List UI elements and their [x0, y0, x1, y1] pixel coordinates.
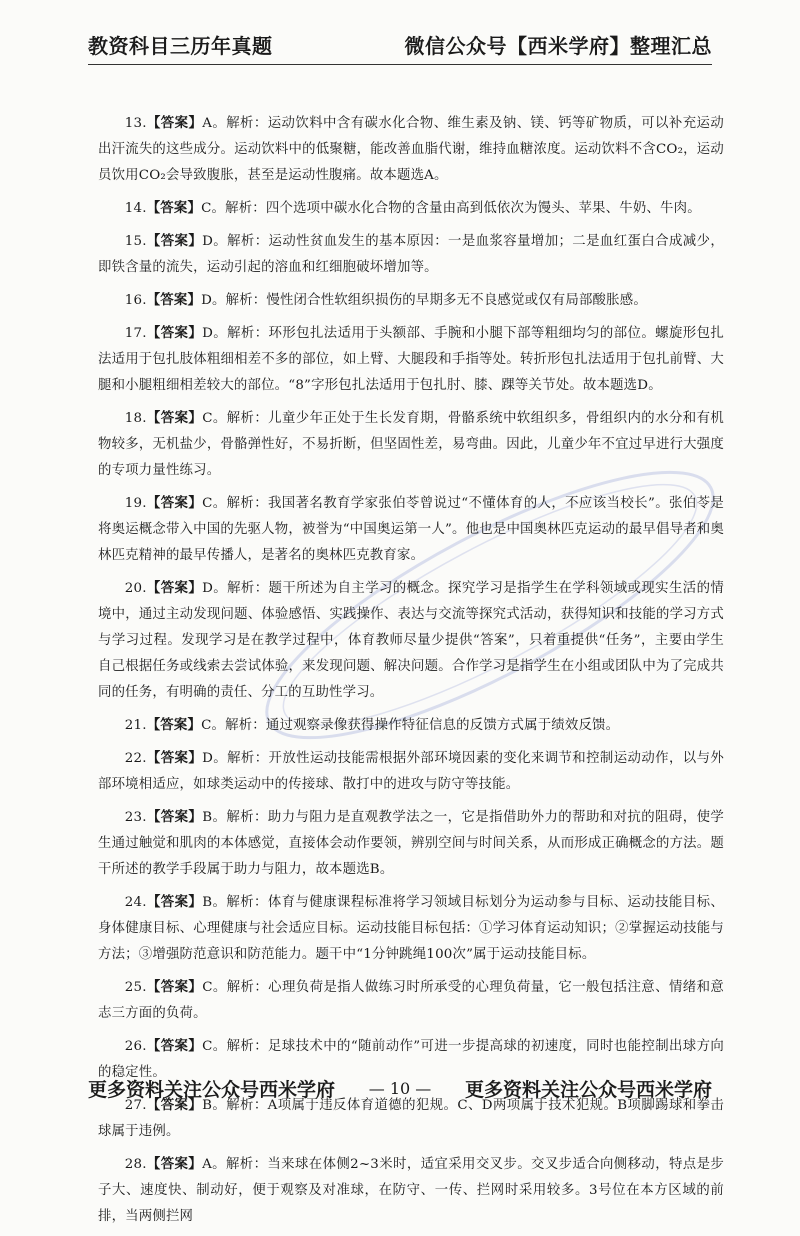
item-number: 16. [124, 293, 147, 308]
answer-item [98, 974, 724, 1027]
item-text: C。解析：心理负荷是指人做练习时所承受的心理负荷量，它一般包括注意、情绪和意志三方面的负荷。 [98, 980, 724, 1021]
item-number: 26. [124, 1039, 147, 1054]
answer-tag: 【答案】 [146, 1097, 203, 1113]
item-text: B。解析：A项属于违反体育道德的犯规。C、D两项属于技术犯规。B项脚踢球和拳击球属于违例。 [98, 1098, 724, 1139]
answer-tag: 【答案】 [146, 979, 203, 995]
page-footer [88, 1075, 712, 1102]
answer-tag: 【答案】 [146, 580, 203, 596]
item-text: C。解析：足球技术中的“随前动作”可进一步提高球的初速度，同时也能控制出球方向的稳定性。 [98, 1039, 725, 1080]
item-text: C。解析：通过观察录像获得操作特征信息的反馈方式属于绩效反馈。 [201, 718, 620, 733]
answer-item [98, 228, 724, 281]
item-number: 18. [124, 411, 147, 426]
item-number: 17. [124, 326, 147, 341]
answer-tag: 【答案】 [146, 894, 203, 910]
answer-item [98, 889, 724, 968]
answer-item [98, 195, 724, 222]
item-number: 13. [124, 116, 147, 131]
answer-tag: 【答案】 [146, 717, 202, 733]
item-number: 20. [124, 581, 147, 596]
answer-item [98, 320, 724, 399]
answer-item [98, 804, 724, 883]
item-text: D。解析：环形包扎法适用于头额部、手腕和小腿下部等粗细均匀的部位。螺旋形包扎法适用于包扎肢体粗细相差不多的部位，如上臂、大腿段和手指等处。转折形包扎法适用于包扎前臂、大腿和小腿粗细相差较大的部位。“8”字形包扎法适用于包扎肘、膝、踝等关节处。故本题选D。 [98, 326, 724, 393]
item-number: 15. [124, 234, 147, 249]
answer-tag: 【答案】 [146, 292, 202, 308]
answer-item [98, 405, 724, 484]
item-text: C。解析：四个选项中碳水化合物的含量由高到低依次为馒头、苹果、牛奶、牛肉。 [201, 201, 701, 216]
page-header [88, 30, 712, 59]
header-left-title: 教资科目三历年真题 [88, 34, 273, 58]
item-number: 25. [124, 980, 147, 995]
item-text: C。解析：我国著名教育学家张伯苓曾说过“不懂体育的人，不应该当校长”。张伯苓是将奥运概念带入中国的先驱人物，被誉为“中国奥运第一人”。他也是中国奥林匹克运动的最早倡导者和奥林匹克精神的最早传播人，是著名的奥林匹克教育家。 [98, 496, 725, 563]
answer-tag: 【答案】 [146, 233, 203, 249]
item-text: D。解析：题干所述为自主学习的概念。探究学习是指学生在学科领域或现实生活的情境中，通过主动发现问题、体验感悟、实践操作、表达与交流等探究式活动，获得知识和技能的学习方式与学习过程。发现学习是在教学过程中，体育教师尽量少提供“答案”，只着重提供“任务”，主要由学生自己根据任务或线索去尝试体验，来发现问题、解决问题。合作学习是指学生在小组或团队中为了完成共同的任务，有明确的责任、分工的互助性学习。 [98, 581, 724, 700]
page-number: — 10 — [368, 1079, 432, 1098]
item-number: 22. [124, 751, 147, 766]
answer-list [98, 110, 724, 1236]
answer-tag: 【答案】 [146, 1156, 203, 1172]
header-right-title: 微信公众号【西米学府】整理汇总 [404, 34, 712, 58]
footer-right-note: 更多资料关注公众号西米学府 [464, 1079, 712, 1101]
answer-tag: 【答案】 [146, 495, 203, 511]
item-number: 23. [124, 810, 147, 825]
answer-item [98, 287, 724, 314]
item-text: A。解析：运动饮料中含有碳水化合物、维生素及钠、镁、钙等矿物质，可以补充运动出汗流失的这些成分。运动饮料中的低聚糖，能改善血脂代谢，维持血糖浓度。运动饮料不含CO₂，运动员饮用CO₂会导致腹胀，甚至是运动性腹痛。故本题选A。 [98, 116, 724, 183]
item-text: A。解析：当来球在体侧2~3米时，适宜采用交叉步。交叉步适合向侧移动，特点是步子大、速度快、制动好，便于观察及对准球，在防守、一传、拦网时采用较多。3号位在本方区域的前排，当两侧拦网 [98, 1157, 724, 1224]
item-number: 27. [124, 1098, 147, 1113]
item-text: D。解析：运动性贫血发生的基本原因：一是血浆容量增加；二是血红蛋白合成减少，即铁含量的流失，运动引起的溶血和红细胞破坏增加等。 [98, 234, 724, 275]
item-number: 28. [124, 1157, 147, 1172]
answer-item [98, 110, 724, 189]
footer-left-note: 更多资料关注公众号西米学府 [88, 1079, 336, 1101]
item-number: 24. [124, 895, 147, 910]
answer-item [98, 712, 724, 739]
item-text: D。解析：开放性运动技能需根据外部环境因素的变化来调节和控制运动动作，以与外部环境相适应，如球类运动中的传接球、散打中的进攻与防守等技能。 [98, 751, 724, 792]
header-divider [88, 64, 712, 65]
item-number: 14. [124, 201, 147, 216]
answer-item [98, 745, 724, 798]
answer-item [98, 1151, 724, 1230]
item-number: 21. [124, 718, 147, 733]
item-text: B。解析：体育与健康课程标准将学习领域目标划分为运动参与目标、运动技能目标、身体健康目标、心理健康与社会适应目标。运动技能目标包括：①学习体育运动知识；②掌握运动技能与方法；③增强防范意识和防范能力。题干中“1分钟跳绳100次”属于运动技能目标。 [98, 895, 724, 962]
item-text: C。解析：儿童少年正处于生长发育期，骨骼系统中软组织多，骨组织内的水分和有机物较多，无机盐少，骨骼弹性好，不易折断，但坚固性差，易弯曲。因此，儿童少年不宜过早进行大强度的专项力量性练习。 [98, 411, 724, 478]
answer-tag: 【答案】 [146, 115, 203, 131]
answer-tag: 【答案】 [146, 809, 203, 825]
answer-item [98, 490, 724, 569]
answer-tag: 【答案】 [146, 325, 203, 341]
answer-tag: 【答案】 [146, 410, 203, 426]
answer-tag: 【答案】 [146, 750, 203, 766]
item-text: B。解析：助力与阻力是直观教学法之一，它是指借助外力的帮助和对抗的阻碍，使学生通过触觉和肌肉的本体感觉，直接体会动作要领，辨别空间与时间关系，从而形成正确概念的方法。题干所述的教学手段属于助力与阻力，故本题选B。 [98, 810, 724, 877]
answer-tag: 【答案】 [146, 1038, 203, 1054]
answer-tag: 【答案】 [146, 200, 202, 216]
item-number: 19. [124, 496, 147, 511]
answer-item [98, 575, 724, 706]
item-text: D。解析：慢性闭合性软组织损伤的早期多无不良感觉或仅有局部酸胀感。 [201, 293, 647, 308]
